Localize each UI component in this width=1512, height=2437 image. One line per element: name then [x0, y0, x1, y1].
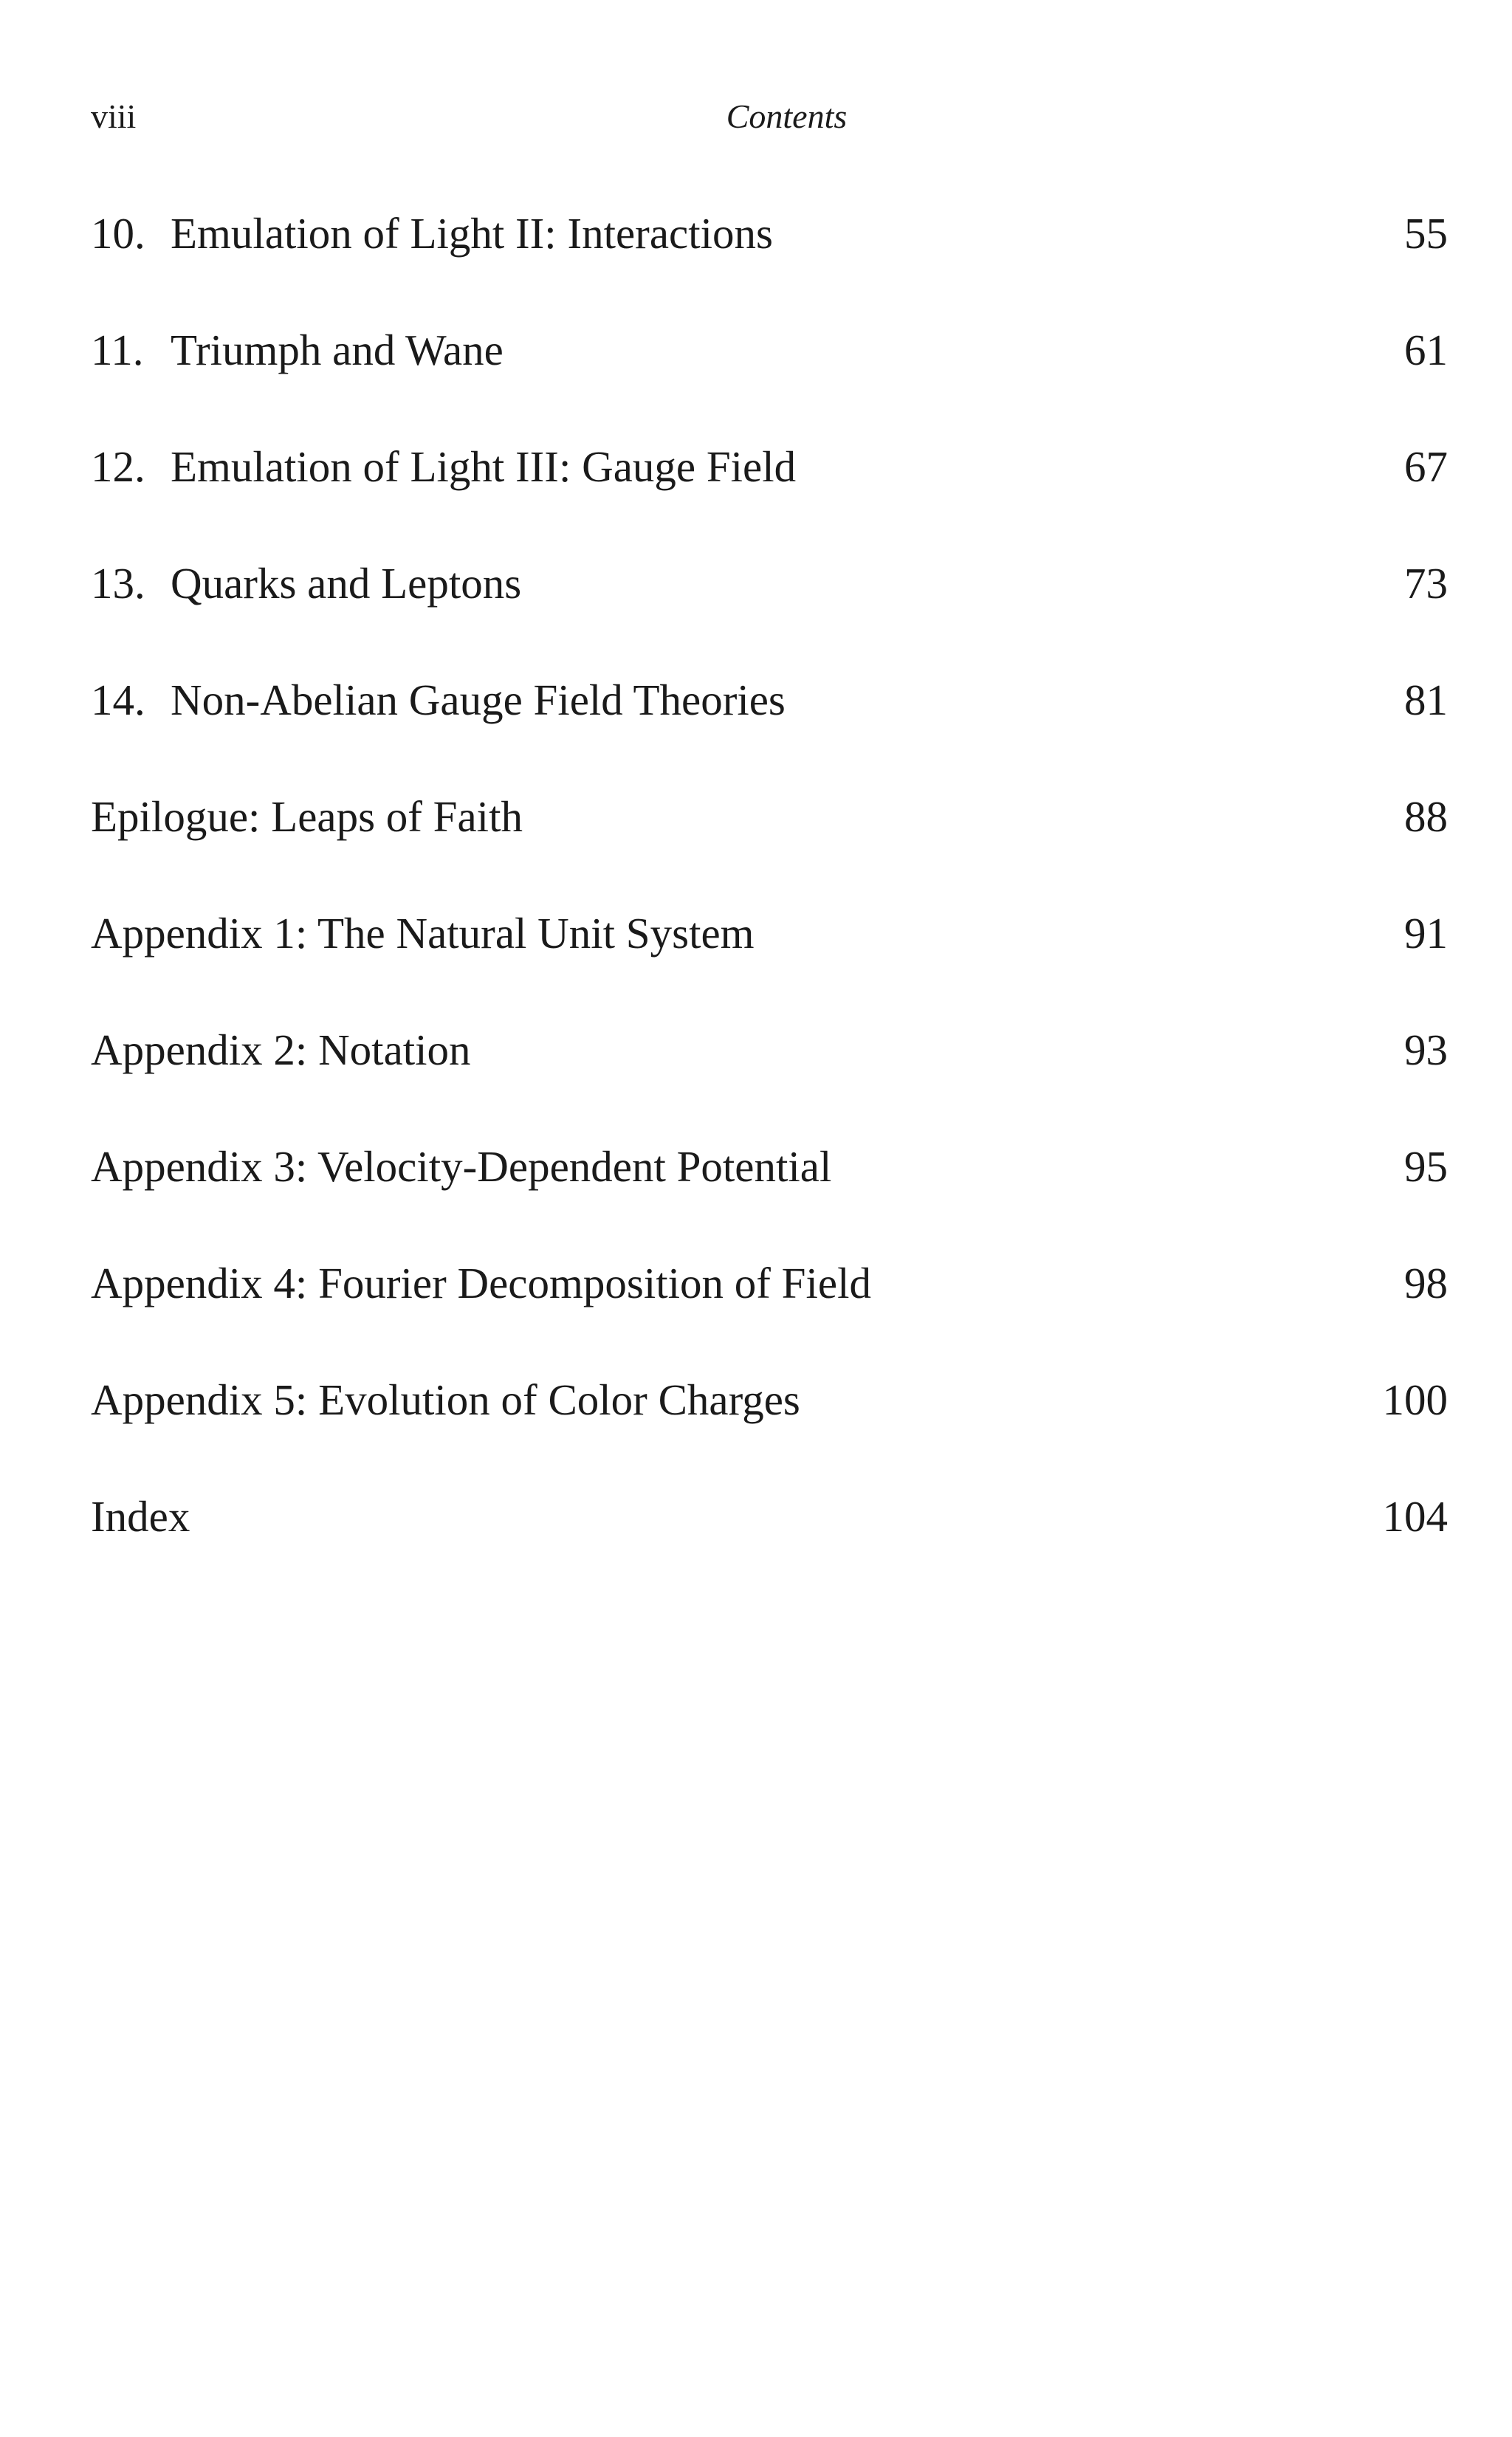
toc-entry-page: 93: [1404, 1025, 1448, 1074]
toc-entry-page: 95: [1404, 1142, 1448, 1191]
table-of-contents: [91, 205, 1448, 1605]
toc-entry: [91, 1255, 1448, 1372]
toc-entry: [91, 788, 1448, 905]
running-title: Contents: [726, 97, 848, 135]
toc-entry: [91, 672, 1448, 788]
toc-entry-page: 88: [1404, 792, 1448, 841]
toc-entry: [91, 905, 1448, 1022]
toc-entry-page: 55: [1404, 209, 1448, 258]
toc-entry-page: 81: [1404, 676, 1448, 724]
toc-entry-text: Emulation of Light II: Interactions: [171, 209, 773, 258]
toc-entry-title: [91, 555, 521, 611]
toc-entry: [91, 322, 1448, 439]
toc-entry-text: Triumph and Wane: [171, 326, 504, 374]
toc-entry: [91, 205, 1448, 322]
toc-entry-number: 13.: [91, 559, 145, 608]
toc-entry-number: 12.: [91, 442, 145, 491]
toc-entry-title: [91, 439, 796, 495]
toc-entry-title: Appendix 2: Notation: [91, 1025, 471, 1074]
toc-entry-title: [91, 672, 786, 728]
toc-entry-title: Appendix 4: Fourier Decomposition of Field: [91, 1259, 871, 1307]
toc-entry-title: Index: [91, 1492, 190, 1541]
toc-entry: [91, 1488, 1448, 1605]
toc-entry: [91, 555, 1448, 672]
toc-entry: [91, 1138, 1448, 1255]
toc-entry-text: Non-Abelian Gauge Field Theories: [171, 676, 786, 724]
toc-entry-page: 61: [1404, 326, 1448, 374]
toc-entry-text: Quarks and Leptons: [171, 559, 522, 608]
toc-entry-page: 73: [1404, 559, 1448, 608]
toc-entry-page: 98: [1404, 1259, 1448, 1307]
toc-entry-page: 67: [1404, 442, 1448, 491]
toc-entry-title: Epilogue: Leaps of Faith: [91, 792, 523, 841]
toc-entry-page: 104: [1382, 1492, 1448, 1541]
toc-entry-number: 14.: [91, 676, 145, 724]
toc-entry-title: [91, 322, 504, 378]
toc-entry-page: 100: [1382, 1375, 1448, 1424]
toc-entry-title: [91, 205, 773, 261]
toc-entry: [91, 1022, 1448, 1138]
toc-entry-page: 91: [1404, 909, 1448, 958]
toc-entry: [91, 439, 1448, 555]
page-number: viii: [91, 97, 137, 135]
toc-entry-title: Appendix 5: Evolution of Color Charges: [91, 1375, 800, 1424]
toc-entry: [91, 1372, 1448, 1488]
toc-entry-number: 11.: [91, 326, 144, 374]
toc-entry-number: 10.: [91, 209, 145, 258]
toc-entry-text: Emulation of Light III: Gauge Field: [171, 442, 797, 491]
toc-entry-title: Appendix 1: The Natural Unit System: [91, 909, 755, 958]
toc-entry-title: Appendix 3: Velocity-Dependent Potential: [91, 1142, 832, 1191]
running-header: [91, 94, 1453, 139]
